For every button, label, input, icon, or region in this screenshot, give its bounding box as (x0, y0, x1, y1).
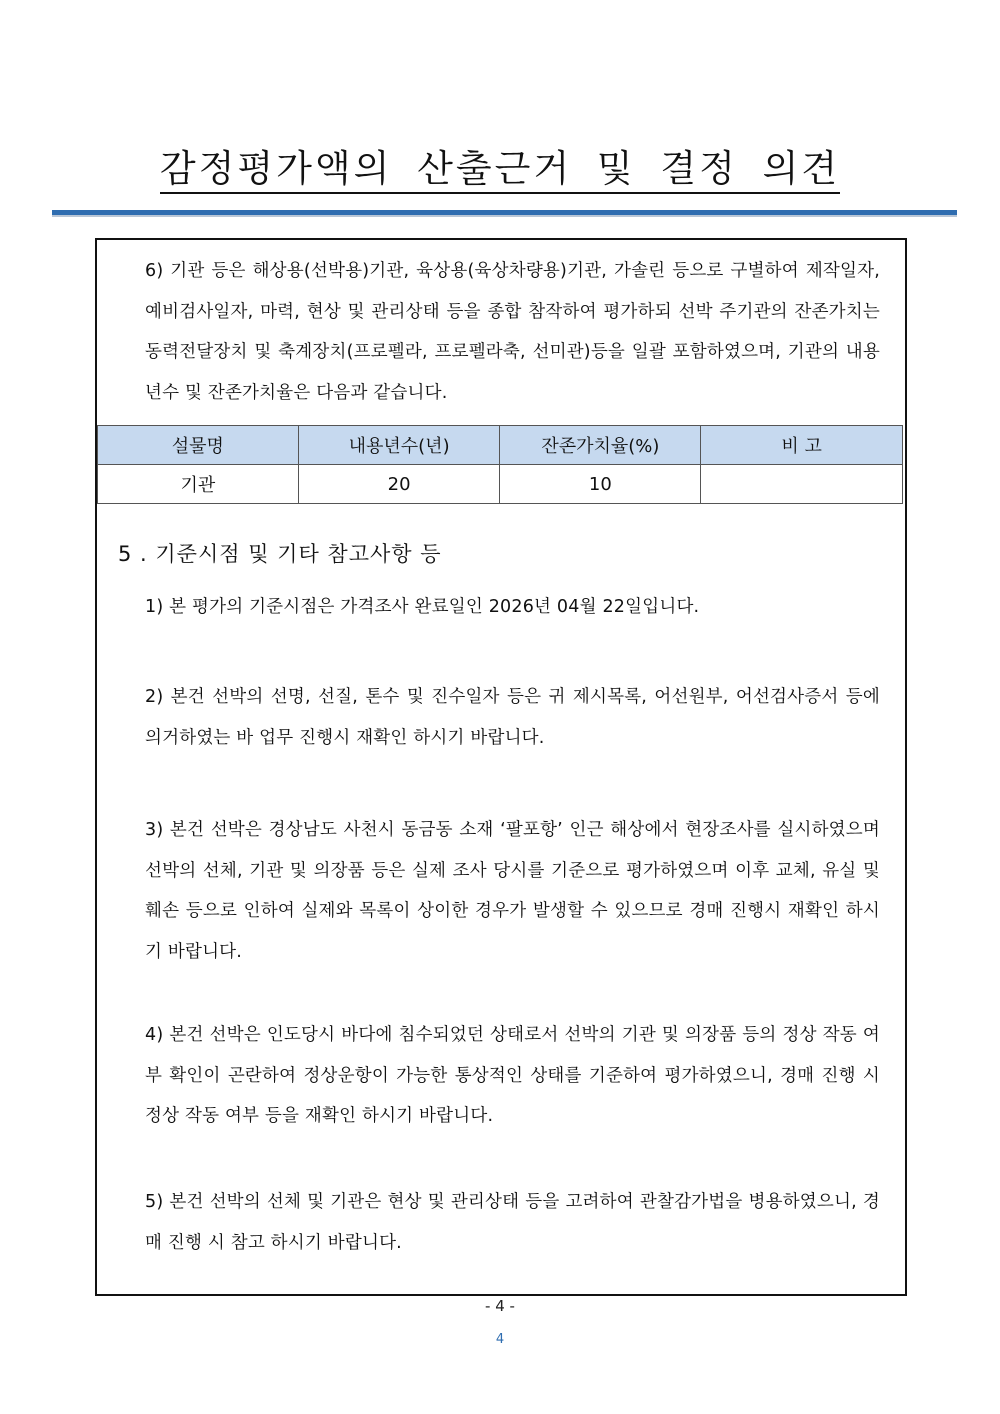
table-cell (701, 465, 903, 504)
intro-paragraph: 6) 기관 등은 해상용(선박용)기관, 육상용(육상차량용)기관, 가솔린 등으로 구별하여 제작일자, 예비검사일자, 마력, 현상 및 관리상태 등을 종합 참작하여 평가하되 선박 주기관의 잔존가치는 동력전달장치 및 축계장치(프로펠라, 프로펠라축, 선미관)등을 일괄 포함하였으며, 기관의 내용 년수 및 잔존가치율은 다음과 같습니다. (145, 261, 880, 403)
table-header-cell: 내용년수(년) (298, 426, 500, 465)
section-heading: 5 . 기준시점 및 기타 참고사항 등 (118, 542, 442, 566)
table-row (98, 465, 903, 504)
document-title: 감정평가액의 산출근거 및 결정 의견 (160, 147, 840, 194)
page-footer: - 4 - (485, 1297, 515, 1315)
page-number: 4 (495, 1332, 505, 1347)
note-item-5: 5) 본건 선박의 선체 및 기관은 현상 및 관리상태 등을 고려하여 관찰감가법을 병용하였으니, 경매 진행 시 참고 하시기 바랍니다. (145, 1192, 880, 1253)
note-item-1: 1) 본 평가의 기준시점은 가격조사 완료일인 2026년 04월 22일입니다. (145, 597, 700, 617)
table-cell: 20 (298, 465, 500, 504)
table-header-cell: 비 고 (701, 426, 903, 465)
document-title-wrap (0, 138, 1000, 192)
note-item-4: 4) 본건 선박은 인도당시 바다에 침수되었던 상태로서 선박의 기관 및 의장품 등의 정상 작동 여부 확인이 곤란하여 정상운항이 가능한 통상적인 상태를 기준하여 평가하였으니, 경매 진행 시 정상 작동 여부 등을 재확인 하시기 바랍니다. (145, 1025, 880, 1126)
residual-value-table (97, 425, 903, 504)
table-header-row (98, 426, 903, 465)
table-cell: 기관 (98, 465, 299, 504)
note-item-3: 3) 본건 선박은 경상남도 사천시 동금동 소재 ‘팔포항’ 인근 해상에서 현장조사를 실시하였으며 선박의 선체, 기관 및 의장품 등은 실제 조사 당시를 기준으로 평가하였으며 이후 교체, 유실 및 훼손 등으로 인하여 실제와 목록이 상이한 경우가 발생할 수 있으므로 경매 진행시 재확인 하시기 바랍니다. (145, 820, 880, 962)
note-item-2: 2) 본건 선박의 선명, 선질, 톤수 및 진수일자 등은 귀 제시목록, 어선원부, 어선검사증서 등에 의거하였는 바 업무 진행시 재확인 하시기 바랍니다. (145, 687, 880, 748)
title-divider-shadow (52, 215, 957, 217)
table-cell: 10 (500, 465, 701, 504)
table-header-cell: 잔존가치율(%) (500, 426, 701, 465)
table-header-cell: 설물명 (98, 426, 299, 465)
